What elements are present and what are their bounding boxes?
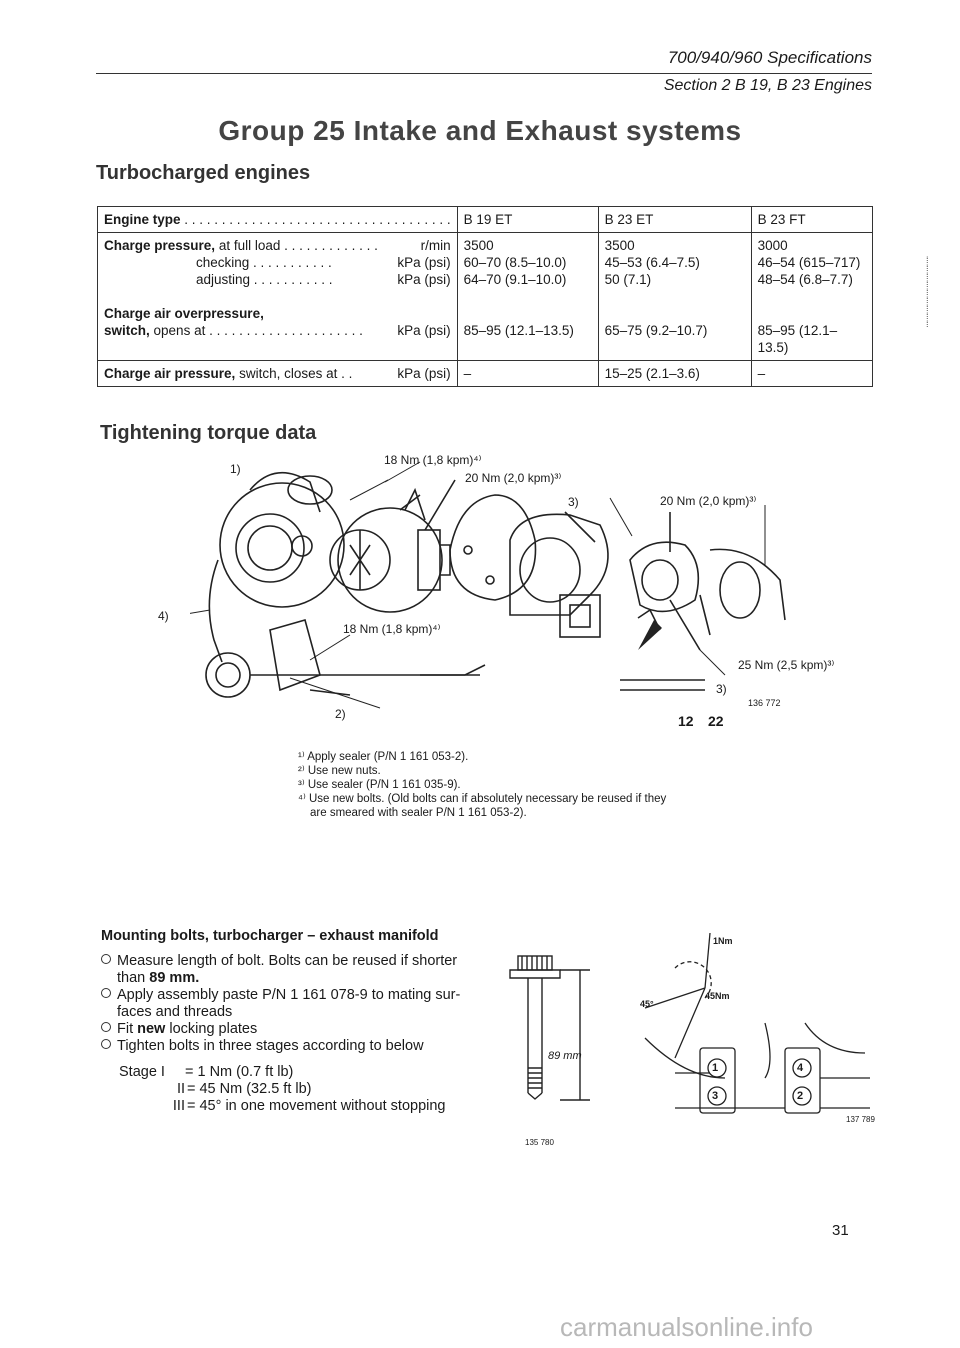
wastegate-housing xyxy=(630,542,698,611)
mounting-title: Mounting bolts, turbocharger – exhaust manifold xyxy=(101,928,439,944)
table-row: Charge air pressure, switch, closes at . . kPa (psi) – 15–25 (2.1–3.6) – xyxy=(98,361,873,387)
list-item: Measure length of bolt. Bolts can be reused if shorter than 89 mm. xyxy=(101,953,476,987)
torque-title: Tightening torque data xyxy=(100,422,317,444)
footnote: ³⁾ Use sealer (P/N 1 161 035-9). xyxy=(298,779,461,791)
footnote: ¹⁾ Apply sealer (P/N 1 161 053-2). xyxy=(298,751,469,763)
bolt-length-figure xyxy=(500,948,600,1128)
engine-type-label: Engine type xyxy=(104,212,181,227)
col-header: B 19 ET xyxy=(457,207,598,233)
footnote: ²⁾ Use new nuts. xyxy=(298,765,381,777)
bolt-number: 1 xyxy=(712,1062,719,1074)
bullet-icon xyxy=(101,1022,111,1032)
wastegate-actuator xyxy=(206,653,250,697)
watermark: carmanualsonline.info xyxy=(560,1312,813,1342)
bolt-position-markers xyxy=(708,1059,811,1105)
figure-number: 137 789 xyxy=(846,1115,875,1124)
callout-label: 4) xyxy=(158,609,169,623)
bolt-tightening-sequence-figure xyxy=(615,928,875,1138)
spec-table xyxy=(97,206,873,387)
footnote: are smeared with sealer P/N 1 161 053-2). xyxy=(310,807,527,819)
stage-row: Stage I = 1 Nm (0.7 ft lb) xyxy=(119,1064,294,1080)
dimension-label: 22 xyxy=(708,713,724,729)
figure-number: 136 772 xyxy=(748,698,781,708)
stage-row: III = 45° in one movement without stopping xyxy=(172,1098,446,1114)
angle-label: 45° xyxy=(640,999,654,1009)
table-row: Charge pressure, at full load . . . . . . . . . . . . . r/min checking . . . . . . . . . . . kPa (psi) adjusting . . . . . . . . . . . kPa (psi) Charge air overpressure, switch, opens at . . . . . . . . . . . . . . . . . . . . . kPa (psi) 3500 60–70 (8.5–10.0) 64–70 (9.1–10.0) 85–95 (12.1–13.5) 3500 45–53 (6.4–7.5) 50 (7.1) 65–75 (9.2–10.7) 3000 46–54 (615–717) 48–54 (6.8–7.7) 85–95 (12.1–13.5) xyxy=(98,233,873,361)
bolt-number: 3 xyxy=(712,1090,719,1102)
bullet-icon xyxy=(101,988,111,998)
subtitle: Turbocharged engines xyxy=(96,162,311,184)
torque-label: 45Nm xyxy=(705,991,730,1001)
torque-label: 18 Nm (1,8 kpm)⁴⁾ xyxy=(384,453,482,467)
footnote: ⁴⁾ Use new bolts. (Old bolts can if absolutely necessary be reused if they xyxy=(298,793,667,805)
section-title: Section 2 B 19, B 23 Engines xyxy=(663,77,872,94)
compressor-housing xyxy=(220,483,344,607)
bullet-icon xyxy=(101,954,111,964)
table-row: Engine type . . . . . . . . . . . . . . . . . . . . . . . . . . . . . . . . . . . . B 19 ET B 23 ET B 23 FT xyxy=(98,207,873,233)
header-rule xyxy=(96,73,872,74)
stage-row: II = 45 Nm (32.5 ft lb) xyxy=(176,1081,312,1097)
figure-number: 135 780 xyxy=(525,1138,554,1147)
list-item: Tighten bolts in three stages according to below xyxy=(101,1038,476,1055)
torque-label: 18 Nm (1,8 kpm)⁴⁾ xyxy=(343,622,441,636)
bolt-number: 4 xyxy=(797,1062,804,1074)
list-item: Apply assembly paste P/N 1 161 078-9 to mating sur- faces and threads xyxy=(101,987,476,1021)
torque-label: 20 Nm (2,0 kpm)³⁾ xyxy=(465,471,562,485)
footnotes xyxy=(298,750,666,820)
callout-label: 1) xyxy=(230,462,241,476)
torque-label: 20 Nm (2,0 kpm)³⁾ xyxy=(660,494,757,508)
torque-label: 1Nm xyxy=(713,936,733,946)
dimension-label: 12 xyxy=(678,713,694,729)
margin-marks: ⁞ ⁞ ⁞ ⁞ ⁞ ⁞ ⁞ ⁞ ⁞ xyxy=(926,255,929,329)
dimension-label: 89 mm xyxy=(548,1050,582,1062)
callout-label: 2) xyxy=(335,707,346,721)
list-item: Fit new locking plates xyxy=(101,1021,476,1038)
bullet-icon xyxy=(101,1039,111,1049)
document-title: 700/940/960 Specifications xyxy=(667,48,872,67)
bolt-number: 2 xyxy=(797,1090,804,1102)
page-number: 31 xyxy=(832,1222,849,1239)
group-title: Group 25 Intake and Exhaust systems xyxy=(218,115,742,146)
col-header: B 23 ET xyxy=(598,207,751,233)
torque-label: 25 Nm (2,5 kpm)³⁾ xyxy=(738,658,835,672)
callout-label: 3) xyxy=(568,495,579,509)
col-header: B 23 FT xyxy=(751,207,872,233)
callout-label: 3) xyxy=(716,682,727,696)
